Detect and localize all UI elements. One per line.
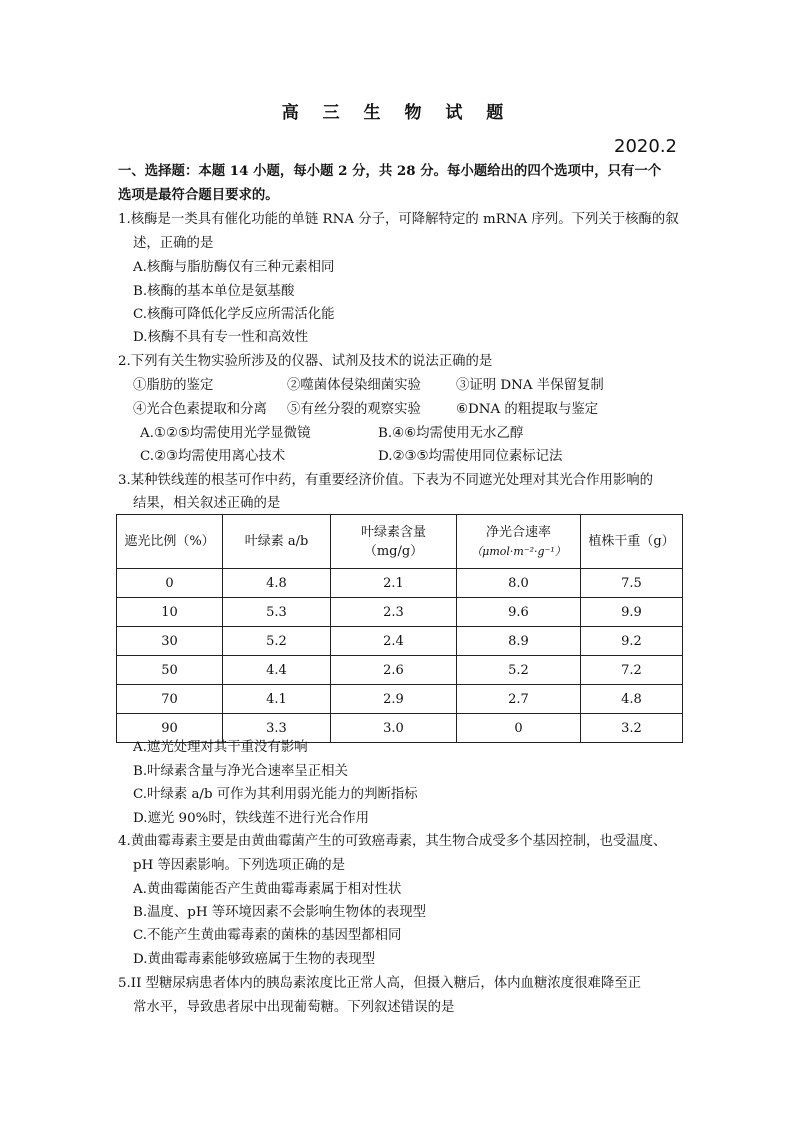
q2-item-5: ⑤有丝分裂的观察实验 — [287, 402, 421, 417]
cell-net-photosynthesis: 5.2 — [457, 656, 581, 685]
q1-option-d: D.核酶不具有专一性和高效性 — [133, 330, 309, 345]
cell-chlorophyll-ab: 4.1 — [223, 685, 331, 714]
q1-option-a: A.核酶与脂肪酶仅有三种元素相同 — [133, 260, 335, 275]
cell-dry-weight: 3.2 — [581, 714, 683, 743]
q4-option-b: B.温度、pH 等环境因素不会影响生物体的表现型 — [133, 905, 427, 920]
cell-shading-ratio: 70 — [117, 685, 223, 714]
q2-option-b: B.④⑥均需使用无水乙醇 — [378, 426, 524, 441]
cell-chlorophyll-ab: 3.3 — [223, 714, 331, 743]
table-header-row — [117, 515, 683, 569]
cell-shading-ratio: 10 — [117, 598, 223, 627]
page-title: 高 三 生 物 试 题 — [281, 103, 513, 123]
q1-stem-line1: 1.核酶是一类具有催化功能的单链 RNA 分子，可降解特定的 mRNA 序列。下列关于核酶的叙 — [118, 212, 679, 227]
cell-chlorophyll-content: 2.9 — [331, 685, 457, 714]
q5-stem-line1: 5.II 型糖尿病患者体内的胰岛素浓度比正常人高，但摄入糖后，体内血糖浓度很难降至正 — [118, 976, 642, 991]
cell-net-photosynthesis: 8.9 — [457, 627, 581, 656]
cell-chlorophyll-ab: 4.8 — [223, 569, 331, 598]
section-instructions-line1: 一、选择题：本题 14 小题，每小题 2 分，共 28 分。每小题给出的四个选项中，只有一个 — [118, 163, 662, 179]
q2-item-1: ①脂肪的鉴定 — [133, 378, 214, 393]
cell-dry-weight: 7.2 — [581, 656, 683, 685]
q3-option-c: C.叶绿素 a/b 可作为其利用弱光能力的判断指标 — [133, 787, 418, 802]
q4-option-a: A.黄曲霉菌能否产生黄曲霉毒素属于相对性状 — [133, 882, 402, 897]
q4-option-c: C.不能产生黄曲霉毒素的菌株的基因型都相同 — [133, 928, 402, 943]
section-instructions-line2: 选项是最符合题目要求的。 — [118, 187, 279, 203]
q2-stem: 2.下列有关生物实验所涉及的仪器、试剂及技术的说法正确的是 — [118, 354, 493, 369]
cell-chlorophyll-ab: 5.2 — [223, 627, 331, 656]
q1-stem-line2: 述，正确的是 — [133, 236, 214, 251]
cell-dry-weight: 4.8 — [581, 685, 683, 714]
header-chlorophyll-content: 叶绿素含量 （mg/g） — [331, 515, 457, 569]
cell-chlorophyll-ab: 4.4 — [223, 656, 331, 685]
table-row — [117, 569, 683, 598]
q2-item-2: ②噬菌体侵染细菌实验 — [287, 378, 421, 393]
q2-option-a: A.①②⑤均需使用光学显微镜 — [140, 426, 311, 441]
q2-item-3: ③证明 DNA 半保留复制 — [456, 378, 604, 393]
cell-shading-ratio: 90 — [117, 714, 223, 743]
header-shading-ratio: 遮光比例（%） — [117, 515, 223, 569]
q2-option-d: D.②③⑤均需使用同位素标记法 — [378, 449, 563, 464]
shading-data-table — [116, 514, 683, 743]
cell-chlorophyll-content: 2.3 — [331, 598, 457, 627]
header-chlorophyll-ab: 叶绿素 a/b — [223, 515, 331, 569]
cell-net-photosynthesis: 8.0 — [457, 569, 581, 598]
cell-net-photosynthesis: 0 — [457, 714, 581, 743]
q3-option-a: A.遮光处理对其干重没有影响 — [133, 740, 308, 755]
header-net-photosynthesis: 净光合速率 （μmol·m⁻²·g⁻¹） — [457, 515, 581, 569]
q3-stem-line1: 3.某种铁线莲的根茎可作中药，有重要经济价值。下表为不同遮光处理对其光合作用影响的 — [118, 473, 654, 488]
cell-shading-ratio: 0 — [117, 569, 223, 598]
q2-item-4: ④光合色素提取和分离 — [133, 402, 267, 417]
q3-stem-line2: 结果，相关叙述正确的是 — [133, 496, 281, 511]
cell-shading-ratio: 50 — [117, 656, 223, 685]
q4-option-d: D.黄曲霉毒素能够致癌属于生物的表现型 — [133, 952, 376, 967]
q2-option-c: C.②③均需使用离心技术 — [140, 449, 286, 464]
cell-dry-weight: 7.5 — [581, 569, 683, 598]
q4-stem-line2: pH 等因素影响。下列选项正确的是 — [133, 858, 345, 873]
q3-option-b: B.叶绿素含量与净光合速率呈正相关 — [133, 764, 348, 779]
cell-chlorophyll-content: 2.1 — [331, 569, 457, 598]
table-row — [117, 685, 683, 714]
q1-option-c: C.核酶可降低化学反应所需活化能 — [133, 307, 335, 322]
cell-net-photosynthesis: 2.7 — [457, 685, 581, 714]
q4-stem-line1: 4.黄曲霉毒素主要是由黄曲霉菌产生的可致癌毒素，其生物合成受多个基因控制，也受温度、 — [118, 834, 667, 849]
table-row — [117, 627, 683, 656]
header-dry-weight: 植株干重（g） — [581, 515, 683, 569]
table-row — [117, 656, 683, 685]
cell-dry-weight: 9.9 — [581, 598, 683, 627]
q1-option-b: B.核酶的基本单位是氨基酸 — [133, 284, 295, 299]
cell-net-photosynthesis: 9.6 — [457, 598, 581, 627]
cell-dry-weight: 9.2 — [581, 627, 683, 656]
cell-shading-ratio: 30 — [117, 627, 223, 656]
cell-chlorophyll-content: 3.0 — [331, 714, 457, 743]
table-row — [117, 598, 683, 627]
exam-date: 2020.2 — [614, 136, 677, 157]
q5-stem-line2: 常水平，导致患者尿中出现葡萄糖。下列叙述错误的是 — [133, 1000, 455, 1015]
q2-item-6: ⑥DNA 的粗提取与鉴定 — [456, 402, 599, 417]
cell-chlorophyll-ab: 5.3 — [223, 598, 331, 627]
cell-chlorophyll-content: 2.6 — [331, 656, 457, 685]
q3-option-d: D.遮光 90%时，铁线莲不进行光合作用 — [133, 811, 370, 826]
cell-chlorophyll-content: 2.4 — [331, 627, 457, 656]
